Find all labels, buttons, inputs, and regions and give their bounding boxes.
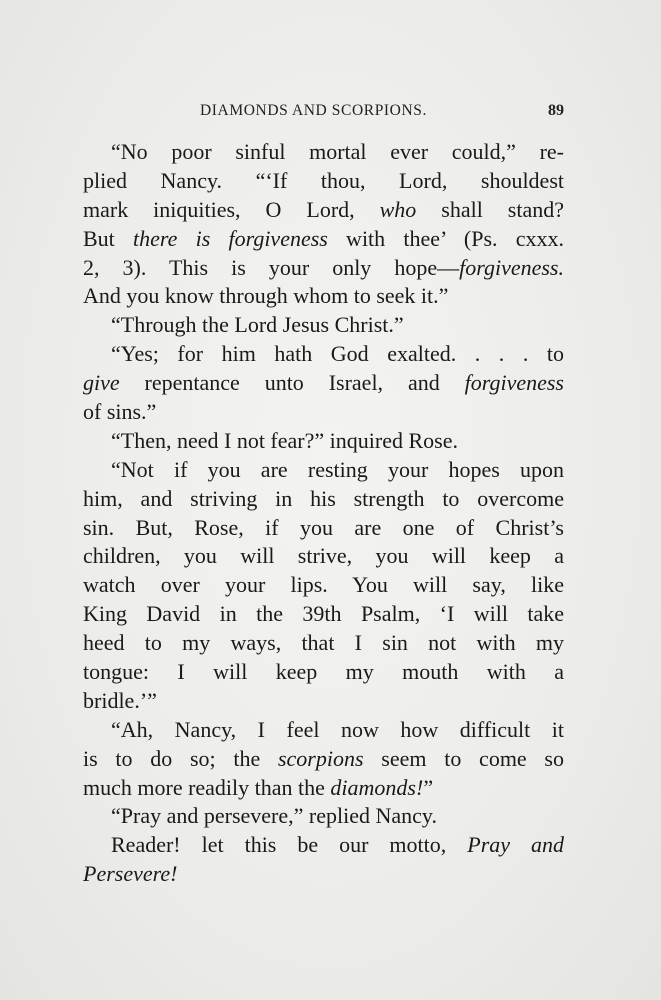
text-run: is to do so; the xyxy=(83,745,278,771)
text-line xyxy=(83,629,564,658)
text-run: children, you will strive, you will keep a xyxy=(83,543,564,569)
text-line xyxy=(83,138,564,167)
italic-text: give xyxy=(83,370,120,396)
text-run: Reader! let this be our motto, xyxy=(111,832,468,858)
text-line xyxy=(83,658,564,687)
text-run: King David in the 39th Psalm, ‘I will take xyxy=(83,601,564,627)
text-run: with thee’ (Ps. cxxx. xyxy=(327,225,564,251)
text-run: much more readily than the xyxy=(83,774,331,800)
text-run: plied Nancy. “‘If thou, Lord, shouldest xyxy=(83,167,564,193)
text-run: And you know through whom to seek it.” xyxy=(83,283,449,309)
text-run: heed to my ways, that I sin not with my xyxy=(83,630,564,656)
text-line xyxy=(83,514,564,543)
italic-text: diamonds! xyxy=(330,774,424,800)
text-run: seem to come so xyxy=(363,745,564,771)
italic-text: Persevere! xyxy=(83,861,178,887)
page-header xyxy=(82,102,570,126)
page-number: 89 xyxy=(548,102,564,119)
body-text xyxy=(83,138,564,889)
text-run: “Ah, Nancy, I feel now how difficult it xyxy=(111,716,564,742)
text-run: But xyxy=(83,225,133,251)
italic-text: forgiveness. xyxy=(459,254,564,280)
text-run: bridle.’” xyxy=(83,687,157,713)
italic-text: forgiveness xyxy=(464,370,564,396)
text-run: sin. But, Rose, if you are one of Christ’s xyxy=(83,514,564,540)
text-line xyxy=(83,831,564,860)
text-line xyxy=(83,282,564,311)
text-run: shall stand? xyxy=(416,196,564,222)
text-line xyxy=(83,571,564,600)
text-run: “Not if you are resting your hopes upon xyxy=(111,456,564,482)
text-line xyxy=(83,774,564,803)
italic-text: scorpions xyxy=(277,745,364,771)
text-line xyxy=(83,600,564,629)
text-run: 2, 3). This is your only hope— xyxy=(83,254,460,280)
text-line xyxy=(83,745,564,774)
text-run: him, and striving in his strength to overcome xyxy=(83,485,564,511)
text-run: “Yes; for him hath God exalted. . . . to xyxy=(111,341,564,367)
italic-text: who xyxy=(379,196,417,222)
text-line xyxy=(83,860,564,889)
text-line xyxy=(83,311,564,340)
text-line xyxy=(83,369,564,398)
text-line xyxy=(83,254,564,283)
text-run: of sins.” xyxy=(83,399,157,425)
text-line xyxy=(83,340,564,369)
text-line xyxy=(83,427,564,456)
text-line xyxy=(83,687,564,716)
text-run: “No poor sinful mortal ever could,” re- xyxy=(111,139,564,164)
running-head: DIAMONDS AND SCORPIONS. xyxy=(200,102,427,119)
italic-text: there is forgiveness xyxy=(133,225,328,251)
text-line xyxy=(83,456,564,485)
text-run: repentance unto Israel, and xyxy=(119,370,465,396)
text-run: mark iniquities, O Lord, xyxy=(83,196,380,222)
text-line xyxy=(83,802,564,831)
text-run: “Through the Lord Jesus Christ.” xyxy=(111,312,404,338)
text-line xyxy=(83,398,564,427)
text-line xyxy=(83,716,564,745)
text-run: “Pray and persevere,” replied Nancy. xyxy=(111,803,437,829)
text-run: tongue: I will keep my mouth with a xyxy=(83,659,564,685)
text-line xyxy=(83,225,564,254)
italic-text: Pray and xyxy=(467,832,564,858)
text-line xyxy=(83,542,564,571)
text-line xyxy=(83,196,564,225)
text-line xyxy=(83,167,564,196)
text-run: watch over your lips. You will say, like xyxy=(83,572,564,598)
text-run: “Then, need I not fear?” inquired Rose. xyxy=(111,427,458,453)
text-run: ” xyxy=(423,774,434,800)
text-line xyxy=(83,485,564,514)
